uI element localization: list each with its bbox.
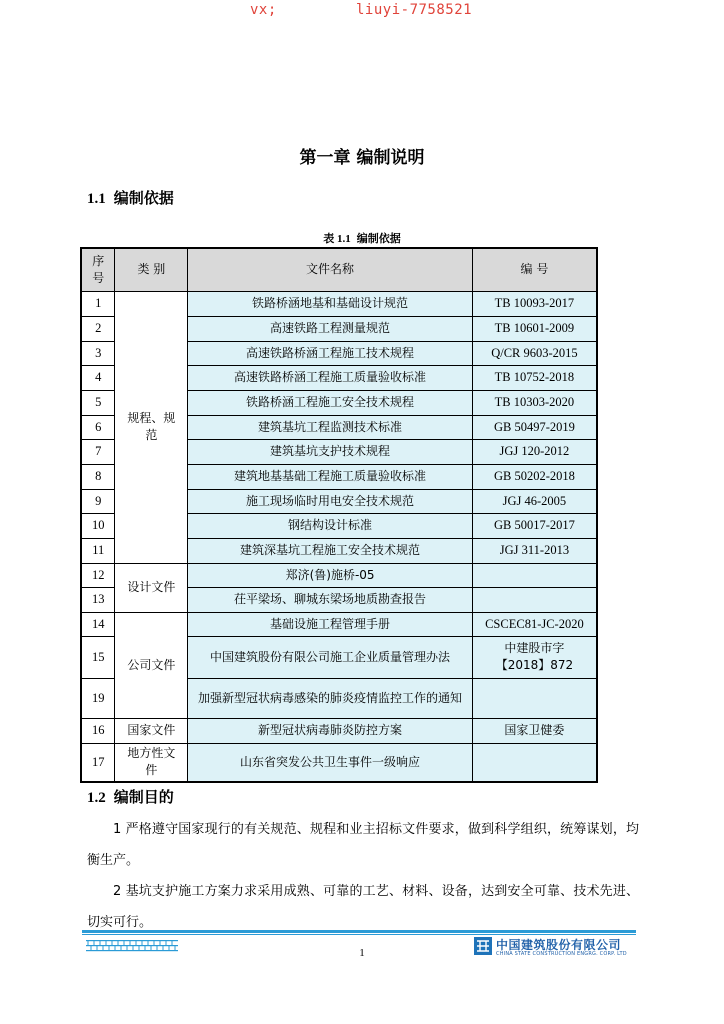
row-name: 建筑深基坑工程施工安全技术规范: [188, 538, 473, 563]
row-code: TB 10303-2020: [472, 390, 597, 415]
row-no: 16: [81, 718, 115, 743]
row-no: 10: [81, 513, 115, 538]
row-code: TB 10093-2017: [472, 291, 597, 316]
section-number: 1.1: [87, 191, 106, 207]
row-no: 6: [81, 415, 115, 439]
row-name: 新型冠状病毒肺炎防控方案: [188, 718, 473, 743]
row-no: 19: [81, 678, 115, 718]
logo-english-name: CHINA STATE CONSTRUCTION ENGRG. CORP. LTD: [496, 951, 627, 957]
section-heading-1-2: [87, 786, 174, 807]
row-code: GB 50017-2017: [472, 513, 597, 538]
row-name: 铁路桥涵工程施工安全技术规程: [188, 390, 473, 415]
row-name: 钢结构设计标准: [188, 513, 473, 538]
watermark-text-1: vx;: [250, 2, 277, 18]
row-no: 1: [81, 291, 115, 316]
header-category: 类 别: [115, 248, 188, 291]
paragraph-2-text: 2 基坑支护施工方案力求采用成熟、可靠的工艺、材料、设备，达到安全可靠、技术先进、切实可行。: [87, 884, 639, 930]
paragraph-2: [87, 876, 639, 938]
row-no: 11: [81, 538, 115, 563]
category-local: 地方性文件: [115, 743, 188, 782]
section-title-text: 编制依据: [113, 189, 174, 207]
table-row: [81, 563, 597, 587]
row-no: 13: [81, 587, 115, 612]
row-code: TB 10601-2009: [472, 316, 597, 341]
row-code: JGJ 120-2012: [472, 439, 597, 464]
row-code: [472, 563, 597, 587]
row-no: 15: [81, 636, 115, 678]
row-no: 3: [81, 341, 115, 365]
row-code: CSCEC81-JC-2020: [472, 612, 597, 636]
row-no: 17: [81, 743, 115, 782]
row-name: 铁路桥涵地基和基础设计规范: [188, 291, 473, 316]
row-no: 9: [81, 489, 115, 513]
header-name: 文件名称: [188, 248, 473, 291]
paragraph-1-text: 1 严格遵守国家现行的有关规范、规程和业主招标文件要求，做到科学组织，统筹谋划，均衡生产。: [87, 822, 639, 868]
row-name: 基础设施工程管理手册: [188, 612, 473, 636]
row-code: Q/CR 9603-2015: [472, 341, 597, 365]
table-header-row: [81, 248, 597, 291]
row-no: 4: [81, 365, 115, 390]
row-name: 高速铁路工程测量规范: [188, 316, 473, 341]
category-regulations: 规程、规范: [115, 291, 188, 563]
category-design: 设计文件: [115, 563, 188, 612]
table-row: [81, 743, 597, 782]
logo-chinese-name: 中国建筑股份有限公司: [496, 938, 622, 952]
table-row: [81, 612, 597, 636]
watermark: [250, 0, 490, 20]
row-name: 高速铁路桥涵工程施工技术规程: [188, 341, 473, 365]
row-no: 5: [81, 390, 115, 415]
row-code: JGJ 311-2013: [472, 538, 597, 563]
row-no: 7: [81, 439, 115, 464]
table-caption-number: 表 1.1: [323, 233, 351, 245]
row-name: 山东省突发公共卫生事件一级响应: [188, 743, 473, 782]
table-row: [81, 291, 597, 316]
row-code: GB 50497-2019: [472, 415, 597, 439]
row-no: 8: [81, 464, 115, 489]
chapter-title: 第一章 编制说明: [299, 148, 425, 168]
table-row: [81, 718, 597, 743]
row-name: 建筑基坑工程监测技术标准: [188, 415, 473, 439]
row-no: 14: [81, 612, 115, 636]
row-code: 国家卫健委: [472, 718, 597, 743]
row-code: JGJ 46-2005: [472, 489, 597, 513]
category-company: 公司文件: [115, 612, 188, 718]
row-name: 郑济(鲁)施桥-05: [188, 563, 473, 587]
header-no: 序号: [81, 248, 115, 291]
row-code-line-2: 【2018】872: [495, 658, 574, 672]
section-number: 1.2: [87, 790, 106, 806]
category-national: 国家文件: [115, 718, 188, 743]
header-code: 编 号: [472, 248, 597, 291]
row-code: [472, 743, 597, 782]
footer-rule-thin: [82, 934, 636, 935]
page-number: 1: [359, 947, 365, 959]
company-logo: [474, 936, 634, 958]
row-code: [472, 678, 597, 718]
row-code: [472, 587, 597, 612]
row-name: 茌平梁场、聊城东梁场地质勘查报告: [188, 587, 473, 612]
row-name: 施工现场临时用电安全技术规范: [188, 489, 473, 513]
row-name: 中国建筑股份有限公司施工企业质量管理办法: [188, 636, 473, 678]
row-name: 高速铁路桥涵工程施工质量验收标准: [188, 365, 473, 390]
cscec-logo-icon: [474, 937, 492, 955]
row-code-line-1: 中建股市字: [504, 641, 565, 655]
paragraph-1: [87, 814, 639, 876]
row-name: 建筑地基基础工程施工质量验收标准: [188, 464, 473, 489]
section-heading-1-1: [87, 187, 174, 208]
row-code: [472, 636, 597, 678]
footer-rule-thick: [82, 930, 636, 933]
table-caption: [0, 230, 724, 246]
watermark-text-2: liuyi-7758521: [356, 2, 473, 18]
row-no: 12: [81, 563, 115, 587]
section-title-text: 编制目的: [113, 788, 174, 806]
references-table: [80, 247, 598, 783]
row-name: 建筑基坑支护技术规程: [188, 439, 473, 464]
row-name: 加强新型冠状病毒感染的肺炎疫情监控工作的通知: [188, 678, 473, 718]
row-code: TB 10752-2018: [472, 365, 597, 390]
row-code: GB 50202-2018: [472, 464, 597, 489]
row-no: 2: [81, 316, 115, 341]
table-caption-title: 编制依据: [356, 232, 401, 245]
